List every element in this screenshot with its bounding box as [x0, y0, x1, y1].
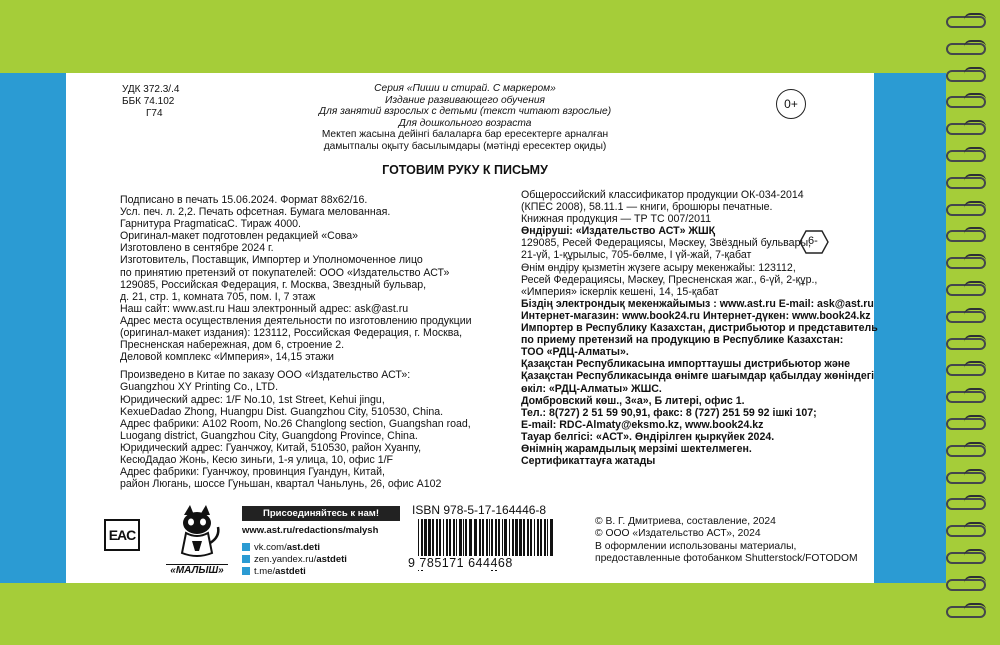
barcode-bar	[544, 519, 546, 559]
barcode-bar	[465, 519, 467, 559]
barcode-bar	[469, 519, 472, 559]
barcode-bar	[527, 519, 529, 559]
series-line-1: Серия «Пиши и стирай. С маркером»	[374, 83, 556, 94]
right-column-line: Өнім өндіру қызметін жүзеге асыру мекенжайы: 123112,	[521, 261, 796, 274]
barcode-bar	[443, 519, 444, 559]
left-column-line: Пресненская набережная, дом 6, строение 2.	[120, 339, 345, 352]
spiral-ring	[946, 364, 986, 378]
barcode-bar	[534, 519, 535, 559]
social-block	[242, 506, 400, 577]
spiral-ring	[946, 472, 986, 486]
left-blue-strip	[0, 73, 66, 583]
left-column-line: Адрес фабрики: Гуанчжоу, провинция Гуандун, Китай,	[120, 466, 385, 479]
spiral-ring	[946, 391, 986, 405]
spiral-ring	[946, 123, 986, 137]
left-column-line: район Люгань, шоссе Гуньшан, квартал Чаньлунь, 26, офис A102	[120, 478, 442, 491]
telegram-icon	[242, 567, 250, 575]
right-column-line: Домбровский көш., 3«а», Б литері, офис 1.	[521, 394, 745, 407]
left-column-line: д. 21, стр. 1, комната 705, пом. I, 7 этаж	[120, 290, 316, 303]
telegram-handle: astdeti	[275, 565, 306, 577]
left-column-line: KexueDadao Zhong, Huangpu Dist. Guangzhou City, 510530, China.	[120, 405, 444, 418]
social-link-zen[interactable]	[242, 553, 400, 565]
spiral-ring	[946, 552, 986, 566]
right-column-line: 129085, Ресей Федерациясы, Мәскеу, Звёздный бульвары,	[521, 237, 812, 250]
spiral-ring	[946, 43, 986, 57]
barcode-bar	[463, 519, 464, 559]
barcode-bar	[436, 519, 438, 559]
spiral-ring	[946, 311, 986, 325]
barcode-bar	[502, 519, 503, 559]
barcode-bar	[474, 519, 477, 559]
imprint-card	[66, 73, 878, 583]
spiral-ring	[946, 16, 986, 30]
cat-logo-icon	[166, 501, 228, 559]
series-line-4: Для дошкольного возраста	[398, 117, 532, 129]
zen-handle: astdeti	[316, 553, 347, 565]
left-column-line: Luogang district, Guangzhou City, Guangdong Province, China.	[120, 429, 418, 442]
left-column-line: КесюДадао Жонь, Кесю зиньги, 1-я улица, 10, офис 1/F	[120, 453, 394, 466]
barcode-bar	[446, 519, 448, 559]
right-column-line: Тел.: 8(727) 2 51 59 90,91, факс: 8 (727) 251 59 92 ішкі 107;	[521, 406, 817, 419]
left-column-line: Наш сайт: www.ast.ru Наш электронный адрес: ask@ast.ru	[120, 302, 409, 315]
left-column-line: Изготовлено в сентябре 2024 г.	[120, 242, 274, 255]
spiral-ring	[946, 445, 986, 459]
left-column-line: Усл. печ. л. 2,2. Печать офсетная. Бумага мелованная.	[120, 206, 391, 219]
author-mark: Г74	[146, 108, 163, 119]
eac-mark	[104, 519, 140, 551]
left-column-line: Guangzhou XY Printing Co., LTD.	[120, 381, 279, 394]
barcode-bar	[515, 519, 518, 559]
publisher-logo-text: «МАЛЫШ»	[166, 564, 228, 576]
zen-prefix: zen.yandex.ru/	[254, 553, 317, 565]
right-column-line: (КПЕС 2008), 58.11.1 — книги, брошюры печатные.	[521, 201, 773, 214]
copyright-line: © В. Г. Дмитриева, составление, 2024	[595, 516, 776, 527]
right-column-line: «Империя» іскерлік кешені, 14, 15-қабат	[521, 285, 719, 298]
spiral-ring	[946, 177, 986, 191]
barcode-bar	[498, 519, 500, 559]
barcode-bar	[432, 519, 434, 559]
left-column-line: Юридический адрес: Гуанчжоу, Китай, 510530, район Хуанпу,	[120, 441, 422, 454]
right-column-line: Тауар белгісі: «АСТ». Өндірілген қыркүйек 2024.	[521, 430, 775, 443]
right-column-line: Ресей Федерациясы, Мәскеу, Пресненская жаг., 6-үй, 2-құр.,	[521, 273, 818, 286]
series-block	[310, 83, 620, 152]
barcode-bar	[540, 519, 542, 559]
right-column-line: Общероссийский классификатор продукции ОК-034-2014	[521, 189, 804, 201]
right-column-line: по приему претензий на продукцию в Республике Казахстан:	[521, 334, 844, 347]
book-title: ГОТОВИМ РУКУ К ПИСЬМУ	[382, 163, 548, 177]
isbn-text: ISBN 978-5-17-164446-8	[412, 503, 547, 517]
age-hexagon-text: 6-	[808, 235, 818, 247]
barcode-digits: 9 785171 644468	[408, 556, 558, 570]
barcode-bar	[486, 519, 488, 559]
classification-block	[122, 84, 179, 120]
udk-code: УДК 372.3/.4	[122, 84, 180, 95]
barcode-bar	[509, 519, 510, 559]
publisher-logo	[166, 501, 228, 576]
series-kz-2: дамытпалы оқыту басылымдары (мәтінді ересектер оқиды)	[323, 140, 607, 152]
telegram-prefix: t.me/	[254, 565, 276, 577]
series-line-3: Для занятий взрослых с детьми (текст читают взрослые)	[318, 106, 612, 117]
copyright-line: © ООО «Издательство АСТ», 2024	[595, 528, 761, 540]
vk-handle: ast.deti	[286, 541, 320, 553]
barcode-bar	[428, 519, 431, 559]
barcode-bar	[489, 519, 490, 559]
spiral-ring	[946, 284, 986, 298]
barcode-bar	[504, 519, 507, 559]
social-link-vk[interactable]	[242, 541, 400, 553]
right-column-line: Импортер в Республику Казахстан, дистрибьютор и представитель	[521, 322, 878, 335]
barcode-bar	[482, 519, 484, 559]
barcode-bar	[523, 519, 525, 559]
bbk-code: ББК 74.102	[122, 96, 175, 107]
age-rating-text: 0+	[784, 97, 798, 111]
spiral-ring	[946, 338, 986, 352]
barcode-bar	[547, 519, 548, 559]
age-rating-badge	[776, 89, 806, 119]
series-line-2: Издание развивающего обучения	[385, 94, 545, 106]
spiral-ring	[946, 579, 986, 593]
age-hexagon-badge	[799, 230, 829, 259]
spiral-ring	[946, 150, 986, 164]
left-column	[120, 194, 472, 490]
left-column-line: по принятию претензий от покупателей: ООО «Издательство АСТ»	[120, 266, 450, 279]
spiral-ring	[946, 525, 986, 539]
right-column-line: Өндіруші: «Издательство АСТ» ЖШҚ	[521, 225, 716, 238]
right-column-line: Қазақстан Республикасында өнімге шағымдар қабылдау жөніндегі	[521, 370, 875, 383]
spiral-ring	[946, 70, 986, 84]
spiral-ring	[946, 418, 986, 432]
spiral-ring	[946, 606, 986, 620]
right-column-line: өкіл: «РДЦ-Алматы» ЖШС.	[521, 382, 662, 395]
left-column-line: Юридический адрес: 1/F No.10, 1st Street, Kehui jingu,	[120, 393, 385, 406]
left-column-line: Гарнитура PragmaticaC. Тираж 4000.	[120, 218, 301, 231]
left-column-line: Произведено в Китае по заказу ООО «Издательство АСТ»:	[120, 369, 411, 382]
left-column-line: Оригинал-макет подготовлен редакцией «Сова»	[120, 230, 359, 243]
barcode-bar	[453, 519, 455, 559]
eac-mark-text: EAC	[108, 527, 136, 543]
left-column-line: Деловой комплекс «Империя», 14,15 этажи	[120, 351, 334, 364]
barcode-bar	[530, 519, 532, 559]
social-site-link[interactable]: www.ast.ru/redactions/malysh	[242, 525, 379, 536]
left-column-line: Адрес места осуществления деятельности по изготовлению продукции	[120, 314, 472, 327]
join-banner: Присоединяйтесь к нам!	[242, 506, 400, 521]
right-column-line: Біздің электрондық мекенжайымыз : www.ast.ru E-mail: ask@ast.ru	[521, 297, 874, 310]
right-column-line: Қазақстан Республикасына импорттаушы дистрибьютор және	[521, 358, 851, 371]
barcode-bar	[439, 519, 441, 559]
spiral-ring	[946, 204, 986, 218]
barcode-bar	[512, 519, 514, 559]
spiral-ring	[946, 96, 986, 110]
right-column-line: Сертификаттауға жатады	[521, 455, 656, 468]
right-column-line: ТОО «РДЦ-Алматы».	[521, 346, 629, 359]
barcode-bar	[424, 519, 427, 559]
barcode-bar	[537, 519, 539, 559]
spiral-ring	[946, 230, 986, 244]
left-column-line: Изготовитель, Поставщик, Импортер и Уполномоченное лицо	[120, 254, 423, 267]
right-blue-strip	[874, 73, 946, 583]
barcode-bar	[550, 519, 553, 559]
right-column-line: Өнімнің жарамдылық мерзімі шектелмеген.	[521, 442, 752, 455]
right-column-line: Интернет-магазин: www.book24.ru Интернет-дүкен: www.book24.kz	[521, 309, 871, 322]
right-column-line: 21-үй, 1-құрылыс, 705-бөлме, I үй-жай, 7-қабат	[521, 249, 752, 262]
social-link-telegram[interactable]	[242, 565, 400, 577]
left-column-line: 129085, Российская Федерация, г. Москва, Звездный бульвар,	[120, 278, 427, 291]
vk-prefix: vk.com/	[254, 541, 287, 553]
left-column-line: (оригинал-макет издания): 123112, Российская Федерация, г. Москва,	[120, 327, 463, 340]
left-column-line: Адрес фабрики: A102 Room, No.26 Changlong section, Guangshan road,	[120, 417, 471, 430]
right-column-line: E-mail: RDC-Almaty@eksmo.kz, www.book24.kz	[521, 418, 764, 431]
left-column-line: Подписано в печать 15.06.2024. Формат 88x62/16.	[120, 194, 368, 206]
barcode-bar	[449, 519, 451, 559]
series-kz-1: Мектеп жасына дейінгі балаларға бар ересектерге арналған	[321, 129, 609, 140]
barcode-bar	[479, 519, 481, 559]
copyright-line: предоставленные фотобанком Shutterstock/FOTODOM	[595, 552, 858, 564]
barcode-bar	[519, 519, 522, 559]
right-column-line: Книжная продукция — ТР ТС 007/2011	[521, 213, 711, 226]
copyright-block	[595, 516, 858, 565]
spiral-ring	[946, 498, 986, 512]
copyright-line: В оформлении использованы материалы,	[595, 540, 797, 552]
vk-icon	[242, 543, 250, 551]
barcode-bar	[459, 519, 462, 559]
left-column-lines	[120, 194, 472, 490]
barcode-bar	[456, 519, 457, 559]
spiral-ring	[946, 257, 986, 271]
zen-icon	[242, 555, 250, 563]
